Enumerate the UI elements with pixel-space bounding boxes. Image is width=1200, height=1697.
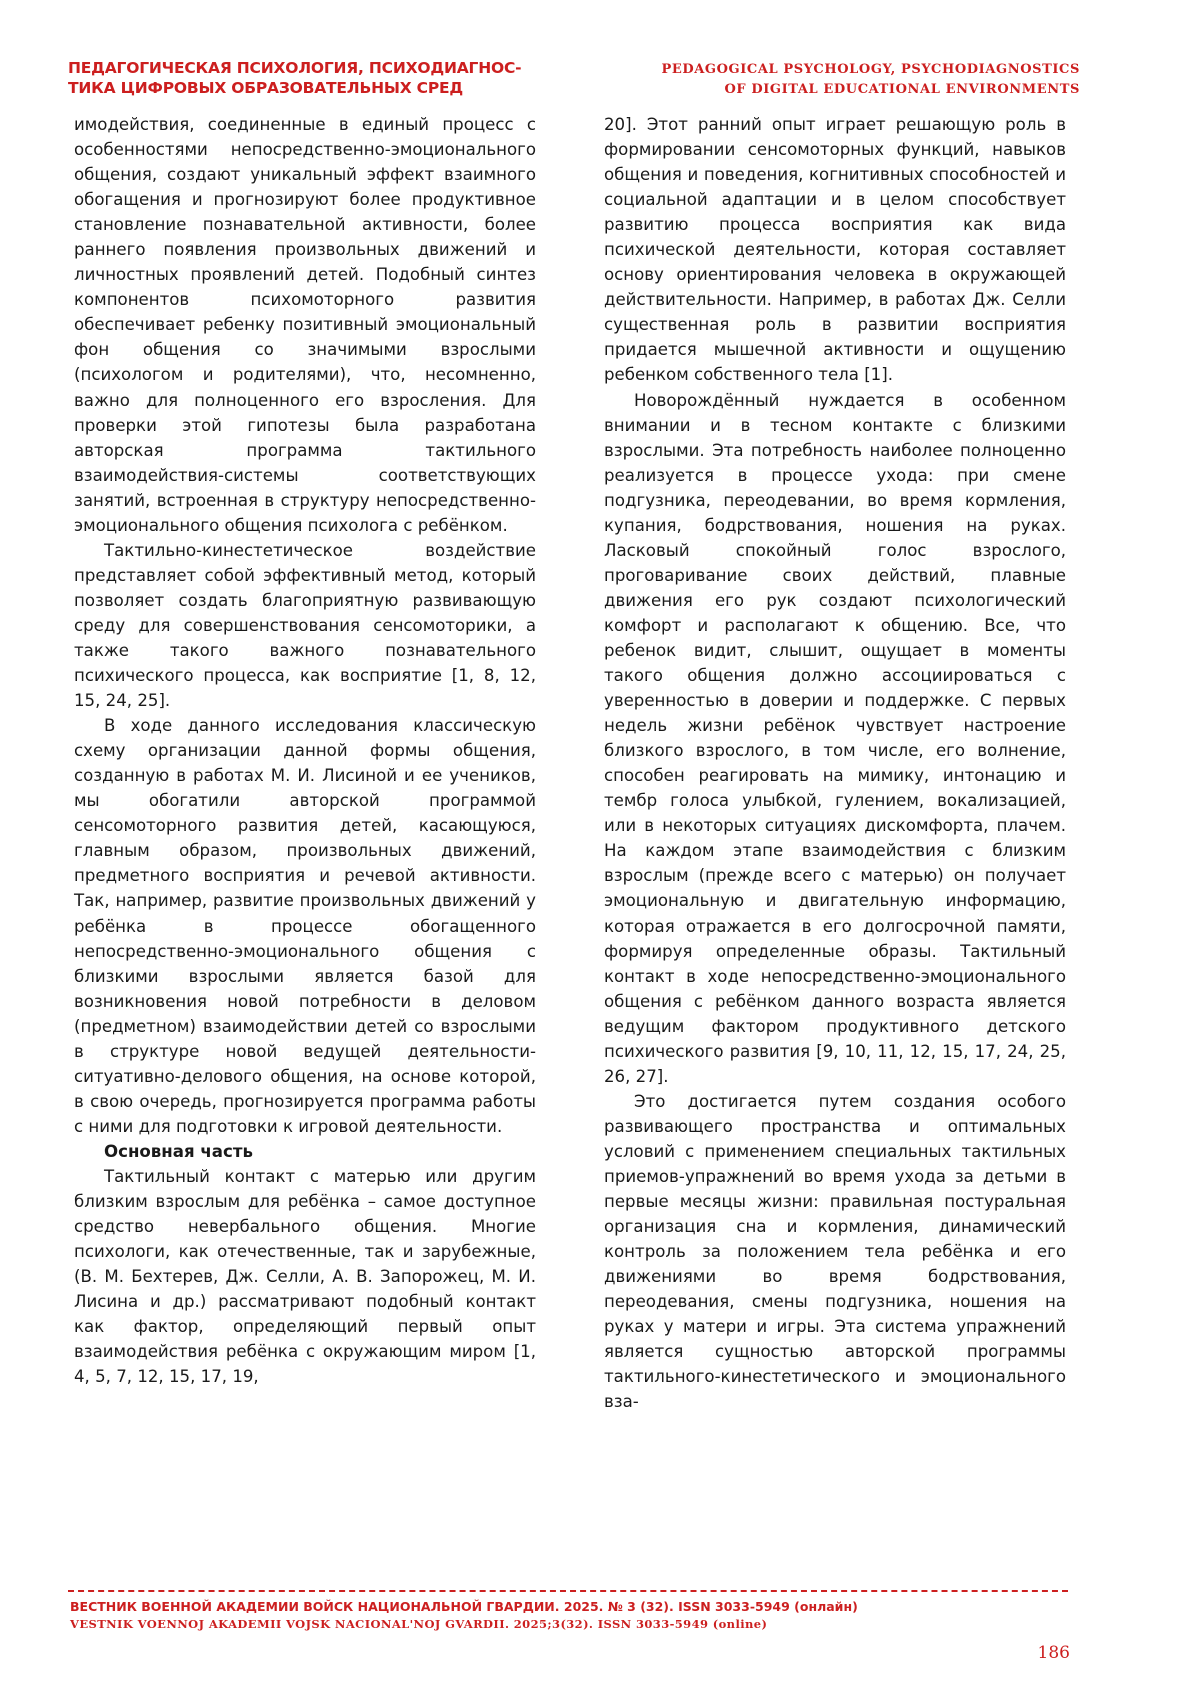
header-ru-line-1: ПЕДАГОГИЧЕСКАЯ ПСИХОЛОГИЯ, ПСИХОДИАГНОС- [68,59,522,77]
paragraph: Новорождённый нуждается в особенном внимании и в тесном контакте с близкими взрослыми. Эта потребность наиболее полноценно реализуется в процессе ухода: при смене подгузника, переодевании, во время кормления, купания, бодрствования, ношения на руках. Ласковый спокойный голос взрослого, проговаривание своих действий, плавные движения его рук создают психологический комфорт и располагают к общению. Все, что ребенок видит, слышит, ощущает в моменты такого общения должно ассоциироваться с уверенностью в доверии и поддержке. С первых недель жизни ребёнок чувствует настроение близкого взрослого, в том числе, его волнение, способен реагировать на мимику, интонацию и тембр голоса улыбкой, гулением, вокализацией, или в некоторых ситуациях дискомфорта, плачем. На каждом этапе взаимодействия с близким взрослым (прежде всего с матерью) он получает эмоциональную и двигательную информацию, которая отражается в его долгосрочной памяти, формируя определенные образы. Тактильный контакт в ходе непосредственно-эмоционального общения с ребёнком данного возраста является ведущим фактором продуктивного детского психического развития [9, 10, 11, 12, 15, 17, 24, 25, 26, 27]. [604,390,1066,1086]
running-header-en [610,60,1080,100]
paragraph: Тактильно-кинестетическое воздействие представляет собой эффективный метод, который позволяет создать благоприятную развивающую среду для совершенствования сенсомоторики, а также такого важного познавательного психического процесса, как восприятие [1, 8, 12, 15, 24, 25]. [74,540,536,711]
left-text-column [74,112,536,1389]
paragraph: Тактильный контакт с матерью или другим близким взрослым для ребёнка – самое доступное средство невербального общения. Многие психологи, как отечественные, так и зарубежные, (В. М. Бехтерев, Дж. Селли, А. В. Запорожец, М. И. Лисина и др.) рассматривают подобный контакт как фактор, определяющий первый опыт взаимодействия ребёнка с окружающим миром [1, 4, 5, 7, 12, 15, 17, 19, [74,1166,536,1387]
footer-journal-en: VESTNIK VOENNOJ AKADEMII VOJSK NACIONAL'NOJ GVARDII. 2025;3(32). ISSN 3033-5949 (online) [70,1617,768,1631]
paragraph: Это достигается путем создания особого развивающего пространства и оптимальных условий с применением специальных тактильных приемов-упражнений во время ухода за детьми в первые месяцы жизни: правильная постуральная организация сна и кормления, динамический контроль за положением тела ребёнка и его движениями во время бодрствования, переодевания, смены подгузника, ношения на руках у матери и игры. Эта система упражнений является сущностью авторской программы тактильного-кинестетического и эмоционального вза- [604,1091,1066,1412]
right-text-column [604,112,1066,1414]
paragraph: 20]. Этот ранний опыт играет решающую роль в формировании сенсомоторных функций, навыков общения и поведения, когнитивных способностей и социальной адаптации и в целом способствует развитию процесса восприятия как вида психической деятельности, которая составляет основу ориентирования человека в окружающей действительности. Например, в работах Дж. Селли существенная роль в развитии восприятия придается мышечной активности и ощущению ребенком собственного тела [1]. [604,115,1066,385]
section-heading: Основная часть [104,1141,253,1161]
footer-journal-ru: ВЕСТНИК ВОЕННОЙ АКАДЕМИИ ВОЙСК НАЦИОНАЛЬНОЙ ГВАРДИИ. 2025. № 3 (32). ISSN 3033-5949 (онлайн) [70,1599,858,1614]
header-ru-line-2: ТИКА ЦИФРОВЫХ ОБРАЗОВАТЕЛЬНЫХ СРЕД [68,79,463,97]
header-en-line-1: PEDAGOGICAL PSYCHOLOGY, PSYCHODIAGNOSTICS [661,62,1080,77]
running-header-ru [68,58,538,98]
paragraph: В ходе данного исследования классическую схему организации данной формы общения, созданную в работах М. И. Лисиной и ее учеников, мы обогатили авторской программой сенсомоторного развития детей, касающуюся, главным образом, произвольных движений, предметного восприятия и речевой активности. Так, например, развитие произвольных движений у ребёнка в процессе обогащенного непосредственно-эмоционального общения с близкими взрослыми является базой для возникновения новой потребности в деловом (предметном) взаимодействии детей со взрослыми в структуре новой ведущей деятельности-ситуативно-делового общения, на основе которой, в свою очередь, прогнозируется программа работы с ними для подготовки к игровой деятельности. [74,716,536,1136]
header-en-line-2: OF DIGITAL EDUCATIONAL ENVIRONMENTS [724,82,1080,97]
paragraph: имодействия, соединенные в единый процесс с особенностями непосредственно-эмоционального общения, создают уникальный эффект взаимного обогащения и прогнозируют более продуктивное становление познавательной активности, более раннего появления произвольных движений и личностных проявлений детей. Подобный синтез компонентов психомоторного развития обеспечивает ребенку позитивный эмоциональный фон общения со значимыми взрослыми (психологом и родителями), что, несомненно, важно для полноценного его взросления. Для проверки этой гипотезы была разработана авторская программа тактильного взаимодействия-системы соответствующих занятий, встроенная в структуру непосредственно-эмоционального общения психолога с ребёнком. [74,115,536,535]
footer-divider [68,1590,1068,1592]
page-number: 186 [1037,1643,1070,1663]
